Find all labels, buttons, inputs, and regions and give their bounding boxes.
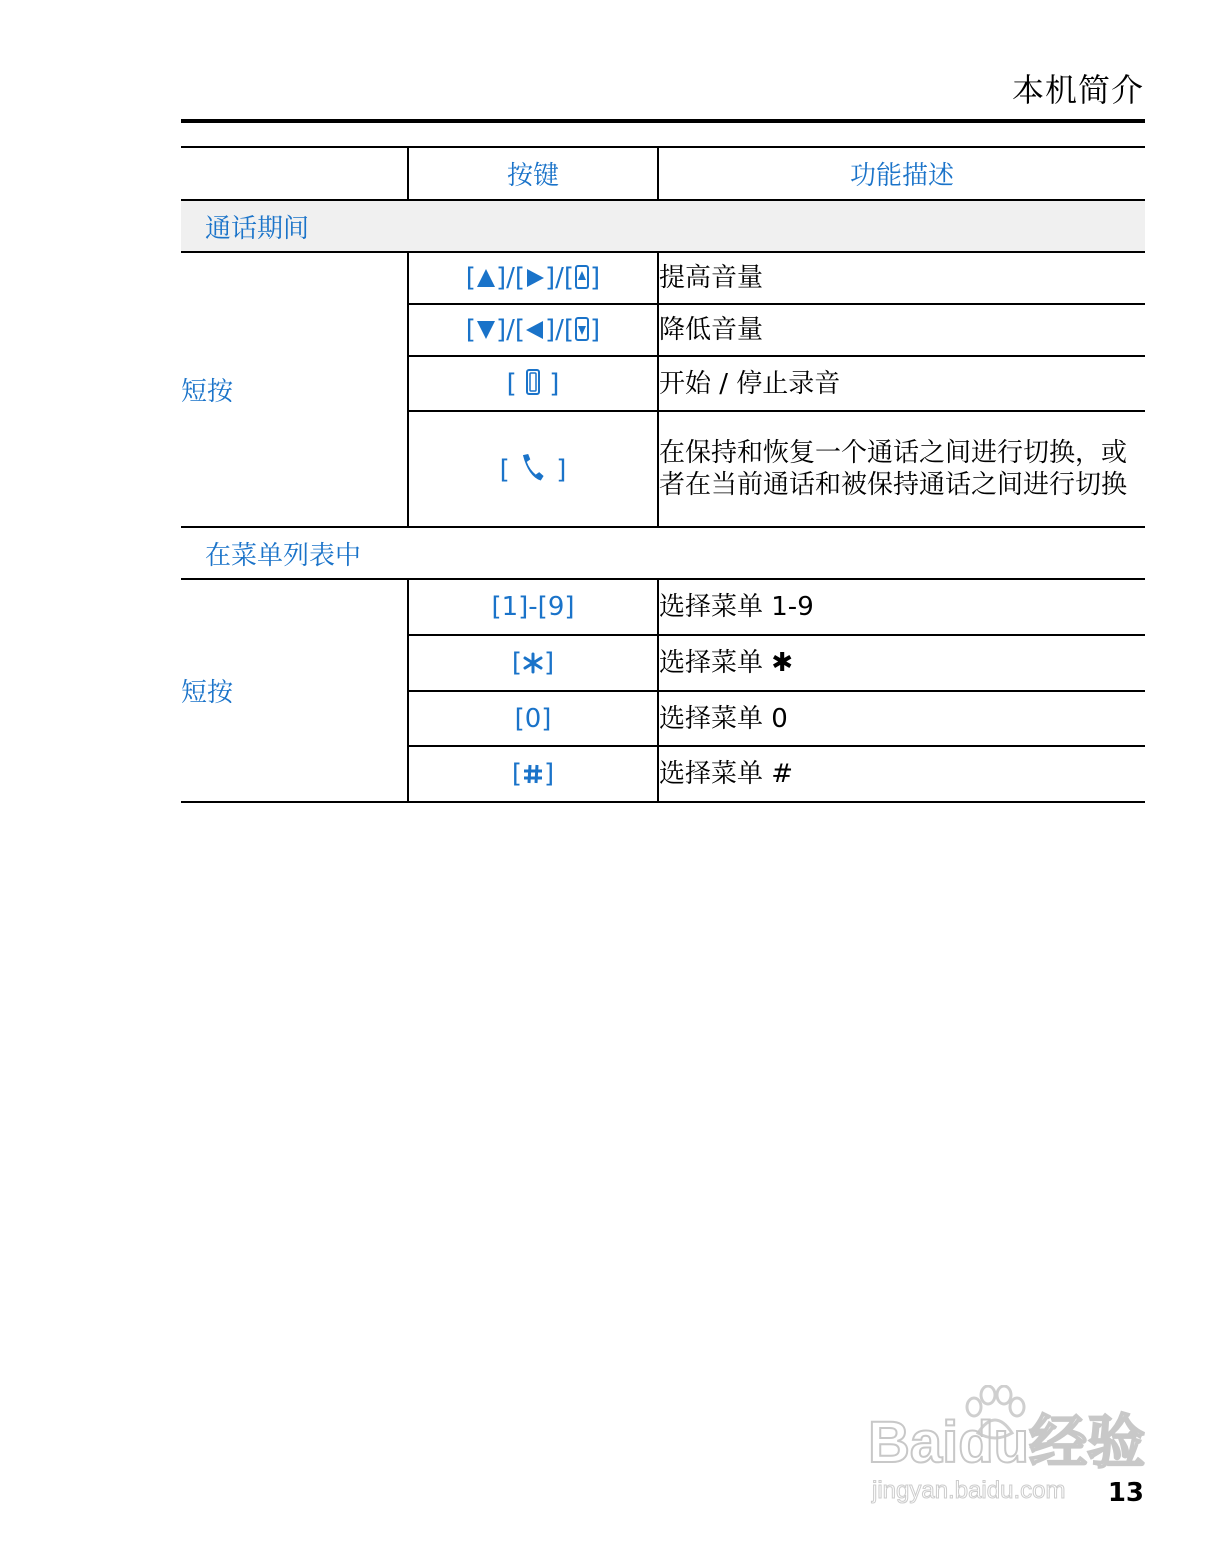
table-row [181, 252, 1145, 304]
triangle-right-icon [525, 267, 545, 289]
key-cell-star [408, 635, 658, 691]
section-title-menu-list: 在菜单列表中 [181, 527, 1145, 579]
header-rule [181, 119, 1145, 123]
record-key-icon [525, 369, 541, 395]
key-cell-1-9: [1]-[9] [408, 579, 658, 635]
call-key-icon [518, 453, 548, 481]
header-key-column: 按键 [408, 147, 658, 200]
key-volume-up: [ ]/[ ]/[ ] [465, 263, 601, 293]
triangle-up-icon [476, 267, 496, 289]
description-call-switch: 在保持和恢复一个通话之间进行切换，或者在当前通话和被保持通话之间进行切换 [658, 411, 1145, 527]
key-cell-volume-up [408, 252, 658, 304]
description-volume-down: 降低音量 [658, 304, 1145, 356]
key-record: [ ] [506, 368, 560, 399]
watermark-logo-text: Baidu经验 [868, 1410, 1146, 1475]
description-menu-1-9: 选择菜单 1-9 [658, 579, 1145, 635]
key-cell-call [408, 411, 658, 527]
description-menu-hash: 选择菜单 # [658, 746, 1145, 802]
table-row [181, 579, 1145, 635]
triangle-left-icon [525, 319, 545, 341]
header-description-column: 功能描述 [658, 147, 1145, 200]
key-cell-volume-down [408, 304, 658, 356]
hash-key-icon [522, 763, 544, 785]
key-cell-0: [0] [408, 691, 658, 746]
header-blank-cell [181, 147, 408, 200]
key-cell-hash [408, 746, 658, 802]
page-header-title: 本机简介 [1011, 71, 1144, 109]
key-volume-down: [ ]/[ ]/[ ] [465, 315, 601, 345]
section-row-menu-list [181, 527, 1145, 579]
star-key-icon [522, 652, 544, 674]
press-type-label: 短按 [181, 579, 408, 802]
description-record: 开始 / 停止录音 [658, 356, 1145, 411]
description-volume-up: 提高音量 [658, 252, 1145, 304]
section-title-in-call: 通话期间 [181, 200, 1145, 252]
watermark-url: jingyan.baidu.com [872, 1477, 1066, 1504]
section-row-in-call [181, 200, 1145, 252]
key-hash: [ ] [511, 759, 555, 789]
description-menu-star: 选择菜单 ✱ [658, 635, 1145, 691]
press-type-label: 短按 [181, 252, 408, 527]
side-volume-down-icon [574, 317, 590, 341]
triangle-down-icon [476, 319, 496, 341]
key-call: [ ] [499, 455, 567, 485]
page-number: 13 [1107, 1478, 1144, 1508]
description-menu-0: 选择菜单 0 [658, 691, 1145, 746]
key-star: [ ] [511, 648, 555, 678]
key-cell-record [408, 356, 658, 411]
side-volume-up-icon [574, 265, 590, 289]
key-function-table [181, 146, 1145, 803]
table-header-row [181, 147, 1145, 200]
